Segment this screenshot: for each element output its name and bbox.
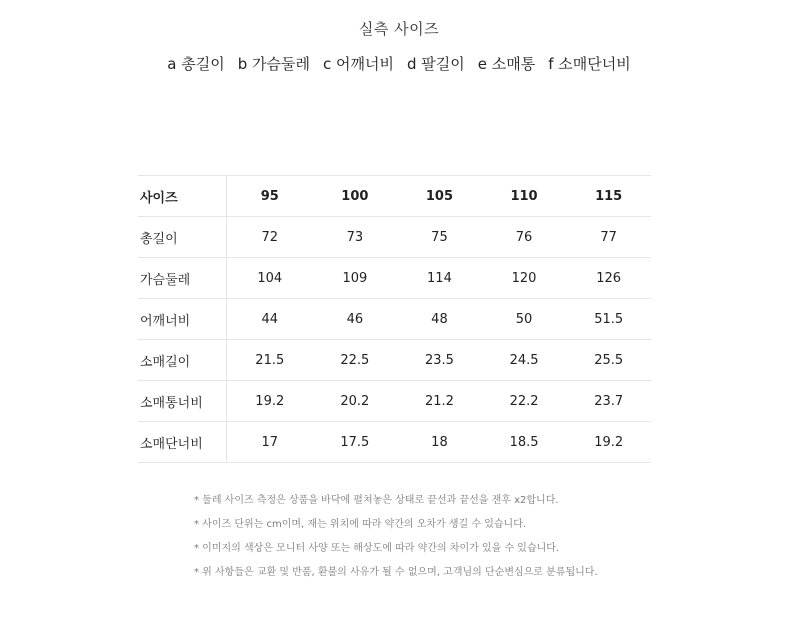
table-cell: 73	[313, 217, 398, 258]
table-row	[138, 422, 651, 463]
size-header: 110	[482, 176, 567, 217]
table-cell: 76	[482, 217, 567, 258]
row-label: 가슴둘레	[138, 258, 227, 299]
legend-item-f: f 소매단너비	[548, 55, 631, 73]
table-cell: 77	[566, 217, 651, 258]
table-cell: 17	[227, 422, 313, 463]
table-cell: 23.5	[397, 340, 482, 381]
size-header: 105	[397, 176, 482, 217]
table-cell: 126	[566, 258, 651, 299]
table-row	[138, 381, 651, 422]
table-cell: 48	[397, 299, 482, 340]
legend-item-a: a 총길이	[167, 55, 225, 73]
note-line: * 사이즈 단위는 cm이며, 재는 위치에 따라 약간의 오차가 생길 수 있습니다.	[194, 519, 527, 530]
size-table	[138, 175, 651, 463]
row-label: 소매통너비	[138, 381, 227, 422]
row-label: 소매길이	[138, 340, 227, 381]
header-label: 사이즈	[138, 176, 227, 217]
row-label: 어깨너비	[138, 299, 227, 340]
note-line: * 둘레 사이즈 측정은 상품을 바닥에 펼쳐놓은 상태로 끝선과 끝선을 잰후 x2합니다.	[194, 495, 559, 506]
table-cell: 22.5	[313, 340, 398, 381]
table-cell: 114	[397, 258, 482, 299]
table-cell: 72	[227, 217, 313, 258]
table-row	[138, 217, 651, 258]
table-cell: 25.5	[566, 340, 651, 381]
table-cell: 109	[313, 258, 398, 299]
table-header-row	[138, 176, 651, 217]
table-cell: 120	[482, 258, 567, 299]
row-label: 소매단너비	[138, 422, 227, 463]
table-row	[138, 258, 651, 299]
table-cell: 51.5	[566, 299, 651, 340]
legend-item-c: c 어깨너비	[322, 55, 394, 73]
table-cell: 24.5	[482, 340, 567, 381]
table-cell: 50	[482, 299, 567, 340]
table-cell: 17.5	[313, 422, 398, 463]
table-cell: 44	[227, 299, 313, 340]
table-cell: 46	[313, 299, 398, 340]
size-header: 100	[313, 176, 398, 217]
size-header: 95	[227, 176, 313, 217]
legend-item-e: e 소매통	[477, 55, 536, 73]
table-row	[138, 299, 651, 340]
page-title: 실측 사이즈	[358, 20, 440, 38]
table-row	[138, 340, 651, 381]
note-line: * 위 사항들은 교환 및 반품, 환불의 사유가 될 수 없으며, 고객님의 단순변심으로 분류됩니다.	[194, 567, 598, 578]
table-cell: 20.2	[313, 381, 398, 422]
table-cell: 23.7	[566, 381, 651, 422]
table-cell: 75	[397, 217, 482, 258]
size-header: 115	[566, 176, 651, 217]
table-cell: 21.5	[227, 340, 313, 381]
legend-item-b: b 가슴둘레	[237, 55, 310, 73]
measurement-legend	[0, 53, 798, 74]
row-label: 총길이	[138, 217, 227, 258]
table-cell: 21.2	[397, 381, 482, 422]
table-cell: 19.2	[566, 422, 651, 463]
table-cell: 22.2	[482, 381, 567, 422]
note-line: * 이미지의 색상은 모니터 사양 또는 해상도에 따라 약간의 차이가 있을 수 있습니다.	[194, 543, 560, 554]
legend-item-d: d 팔길이	[406, 55, 465, 73]
table-cell: 104	[227, 258, 313, 299]
table-cell: 19.2	[227, 381, 313, 422]
table-cell: 18	[397, 422, 482, 463]
table-cell: 18.5	[482, 422, 567, 463]
notes-section	[194, 489, 598, 585]
